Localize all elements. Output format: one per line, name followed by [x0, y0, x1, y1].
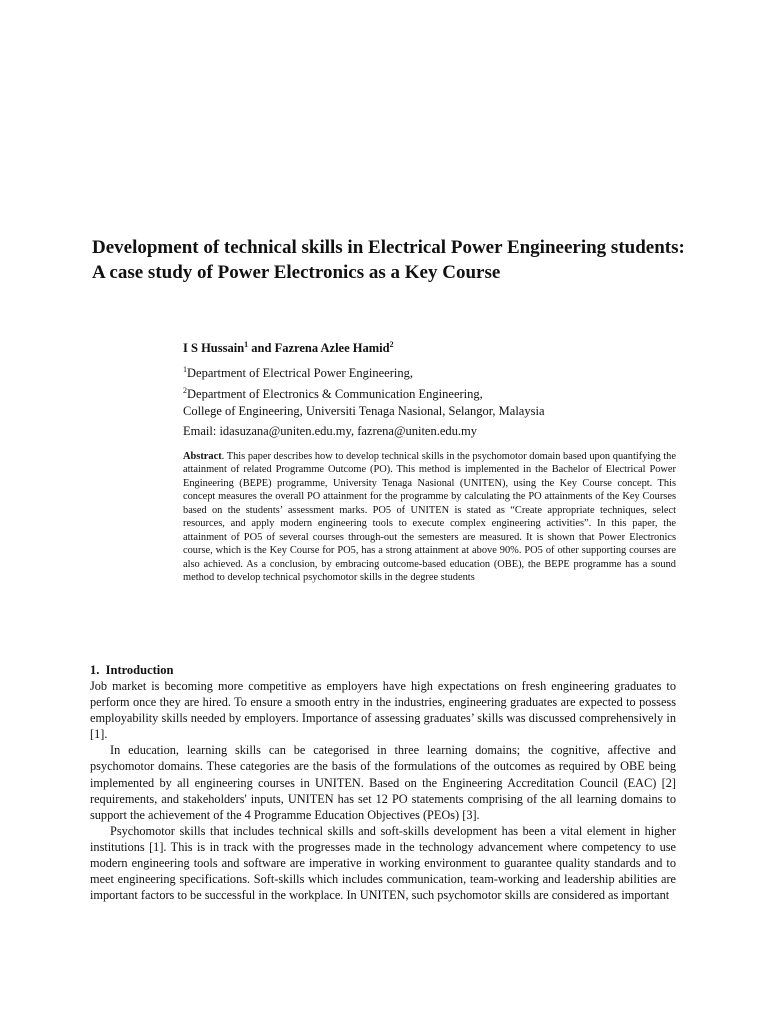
section-heading: 1. Introduction	[90, 663, 174, 677]
author-line	[183, 340, 394, 356]
body-paragraph: Psychomotor skills that includes technical skills and soft-skills development has been a vital element in higher institutions [1]. This is in track with the progresses made in the technology advancement where competency to use modern engineering tools and software are imperative in working environment to guarantee quality standards and to meet engineering specifications. Soft-skills which includes communication, team-working and leadership abilities are important factors to be successful in the workplace. In UNITEN, such psychomotor skills are considered as important	[90, 823, 676, 903]
affiliation-line	[183, 361, 545, 382]
affiliation-text: College of Engineering, Universiti Tenaga Nasional, Selangor, Malaysia	[183, 404, 545, 419]
abstract-text: . This paper describes how to develop technical skills in the psychomotor domain based upon quantifying the attainment of related Programme Outcome (PO). This method is implemented in the Bachelor of Electrical Power Engineering (BEPE) programme, University Tenaga Nasional (UNITEN), using the Key Course concept. This concept measures the overall PO attainment for the programme by calculating the PO attainments of the Key Courses based on the students’ assessment marks. PO5 of UNITEN is stated as “Create appropriate techniques, select resources, and apply modern engineering tools to execute complex engineering activities”. In this paper, the attainment of PO5 of several courses through-out the semesters are measured. It is shown that Power Electronics course, which is the Key Course for PO5, has a strong attainment at above 90%. PO5 of other supporting courses are also achieved. As a conclusion, by embracing outcome-based education (OBE), the BEPE programme has a sound method to develop technical psychomotor skills in the degree students	[183, 451, 676, 584]
body-paragraph: Job market is becoming more competitive as employers have high expectations on fresh engineering graduates to perform once they are hired. To ensure a smooth entry in the industries, engineering graduates are expected to possess employability skills needed by employers. Importance of assessing graduates’ skills was discussed comprehensively in [1].	[90, 679, 676, 742]
affiliation-superscript: 2	[183, 386, 187, 396]
author-1-superscript: 1	[244, 340, 249, 349]
abstract-label: Abstract	[183, 451, 222, 462]
author-2-superscript: 2	[389, 340, 394, 349]
affiliation-superscript: 1	[183, 365, 187, 374]
body-paragraph: In education, learning skills can be categorised in three learning domains; the cognitive, affective and psychomotor domains. These categories are the basis of the formulations of the outcomes as required by OBE being implemented by all engineering courses in UNITEN. Based on the Engineering Accreditation Council (EAC) [2] requirements, and stakeholders' inputs, UNITEN has set 12 PO statements comprising of the all learning domains to support the achievement of the 4 Programme Education Objectives (PEOs) [3].	[90, 743, 676, 822]
affiliation-text: Department of Electronics & Communication Engineering,	[187, 387, 483, 402]
affiliation-text: Department of Electrical Power Engineering,	[187, 366, 413, 381]
affiliation-line	[183, 382, 545, 403]
author-2: Fazrena Azlee Hamid	[274, 341, 390, 356]
author-1: I S Hussain	[183, 341, 245, 356]
author-email: Email: idasuzana@uniten.edu.my, fazrena@uniten.edu.my	[183, 424, 477, 438]
affiliations	[183, 361, 545, 420]
affiliation-line	[183, 403, 545, 420]
abstract	[183, 450, 676, 585]
paper-title: Development of technical skills in Electrical Power Engineering students: A case study of Power Electronics as a Key Course	[92, 237, 685, 283]
author-conjunction: and	[248, 341, 275, 356]
introduction-body	[90, 678, 676, 903]
